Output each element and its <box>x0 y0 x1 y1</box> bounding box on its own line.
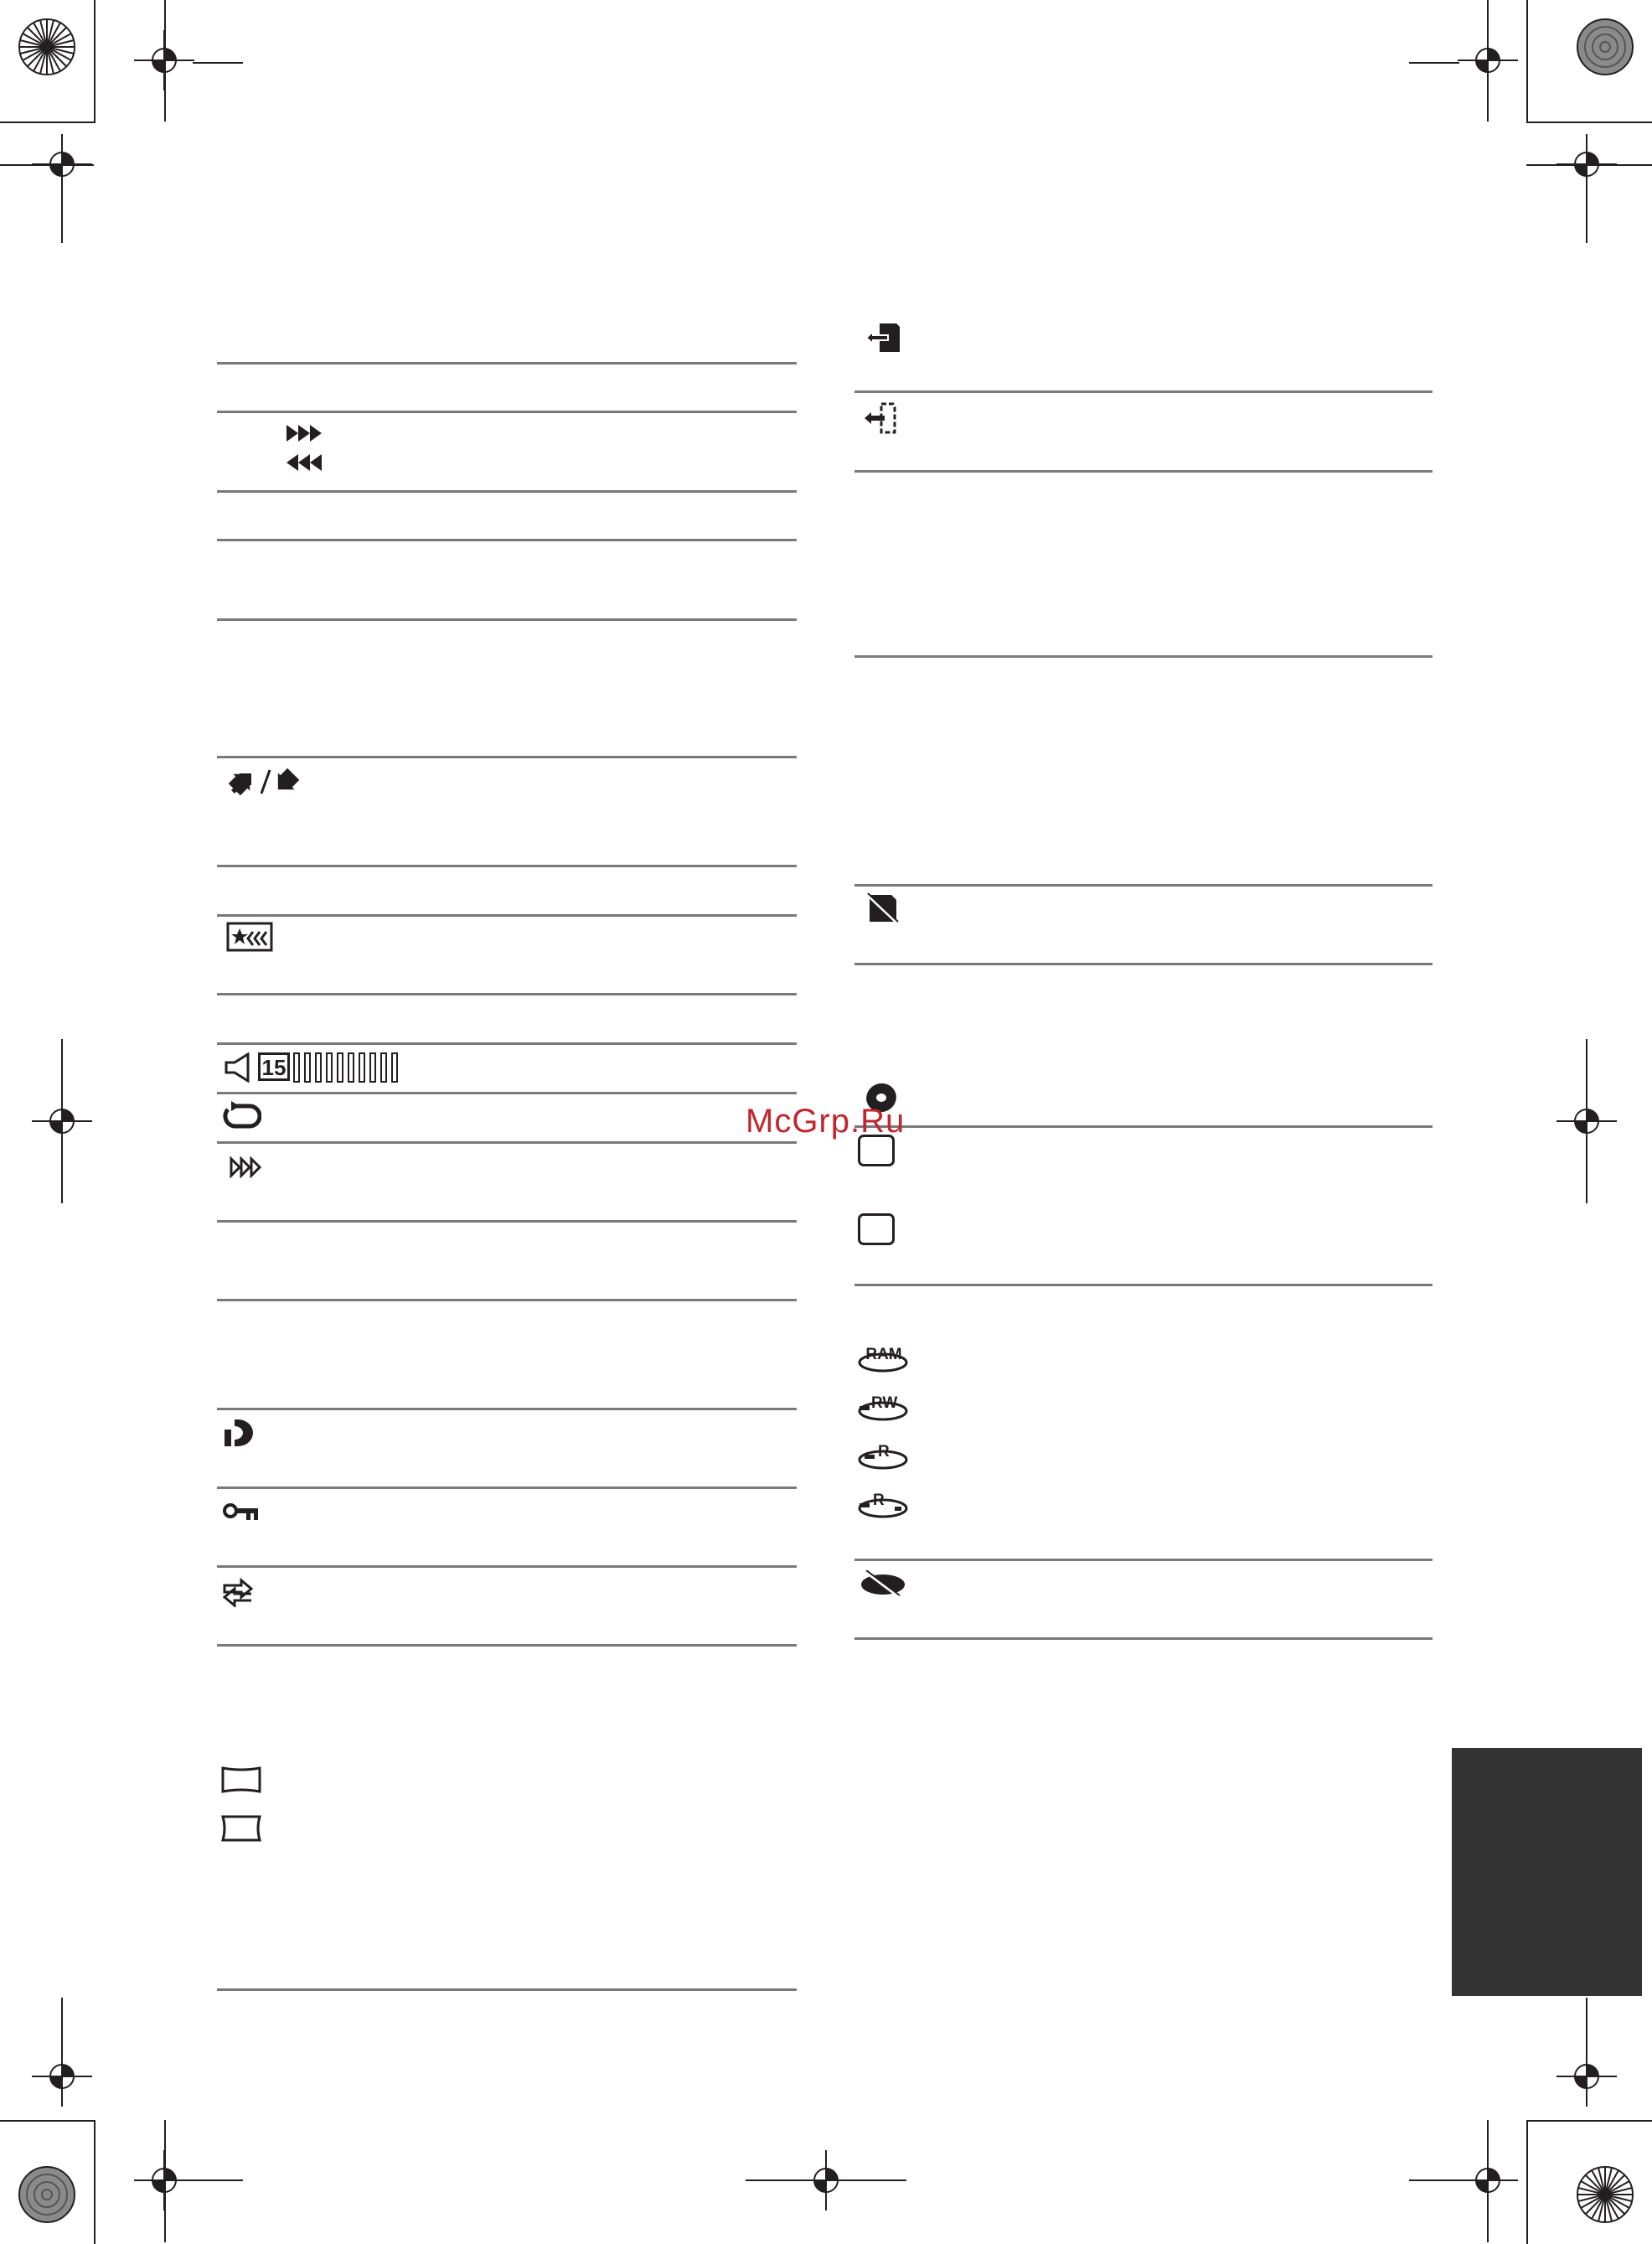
crop-line <box>1586 1151 1587 1203</box>
crosshair-mark <box>32 1091 92 1151</box>
fast-forward-icon <box>285 423 327 443</box>
table-rule <box>217 1141 797 1144</box>
volume-bar <box>348 1052 354 1083</box>
table-rule <box>217 1644 797 1647</box>
crop-line <box>1409 2179 1459 2181</box>
volume-bar <box>391 1052 398 1083</box>
card-insert-icon <box>863 322 901 354</box>
crop-line <box>61 1151 63 1203</box>
table-rule <box>854 470 1433 473</box>
table-rule <box>217 914 797 917</box>
volume-indicator <box>225 1051 409 1084</box>
crop-line <box>1526 164 1652 166</box>
rewind-icon <box>285 452 327 473</box>
table-rule <box>854 390 1433 393</box>
volume-level-box <box>258 1052 290 1081</box>
crop-line <box>193 2179 243 2181</box>
no-card-icon <box>866 892 900 925</box>
repeat-icon <box>223 1101 261 1131</box>
table-rule <box>217 1042 797 1045</box>
crop-line <box>1586 1998 1587 2046</box>
table-rule <box>854 1637 1433 1640</box>
volume-bar <box>293 1052 300 1083</box>
table-rule <box>217 362 797 365</box>
table-rule <box>217 1487 797 1489</box>
disc-rw-label: RW <box>871 1394 898 1412</box>
volume-bar <box>380 1052 387 1083</box>
crop-line <box>1586 1039 1587 1091</box>
volume-bar <box>304 1052 311 1083</box>
gray-target-bottom-left <box>17 2164 77 2225</box>
star-target-bottom-right <box>1575 2164 1635 2225</box>
disc-rw-icon <box>858 1394 908 1421</box>
disc-ram-label: RAM <box>865 1346 902 1363</box>
star-target-top-left <box>17 17 77 77</box>
crosshair-mark <box>32 2046 92 2107</box>
crosshair-mark <box>796 2150 856 2210</box>
transfer-icon <box>223 1577 253 1607</box>
crosshair-mark <box>1556 2046 1617 2107</box>
table-rule <box>854 963 1433 965</box>
disc-rdl-icon <box>858 1492 908 1518</box>
crop-line <box>193 62 243 64</box>
section-tab <box>1452 1748 1642 1996</box>
crop-line <box>746 2179 796 2181</box>
table-rule <box>217 756 797 758</box>
volume-bar <box>315 1052 322 1083</box>
table-rule <box>217 993 797 995</box>
volume-bar <box>369 1052 376 1083</box>
crosshair-mark <box>1556 1091 1617 1151</box>
speaker-icon <box>225 1052 253 1083</box>
table-rule <box>854 1125 1433 1128</box>
table-rule <box>217 1408 797 1410</box>
watermark: McGrp.Ru <box>746 1103 906 1140</box>
table-rule <box>854 1559 1433 1561</box>
table-rule <box>854 1284 1433 1286</box>
crop-line <box>164 0 166 122</box>
star-rewind-icon <box>226 922 273 952</box>
key-icon <box>223 1502 260 1522</box>
crop-line <box>61 1039 63 1091</box>
crop-line <box>0 164 94 166</box>
table-rule <box>217 539 797 541</box>
volume-bar <box>359 1052 365 1083</box>
table-rule <box>217 865 797 867</box>
table-rule <box>217 1220 797 1223</box>
volume-bar <box>326 1052 333 1083</box>
crop-line <box>164 2120 166 2242</box>
table-rule <box>217 1565 797 1568</box>
table-rule <box>217 1092 797 1094</box>
blank-box-icon <box>858 1213 895 1245</box>
disc-r-label: R <box>878 1443 890 1461</box>
gray-target-top-right <box>1575 17 1635 77</box>
card-eject-icon <box>863 402 901 434</box>
blank-frame-icon <box>221 1766 261 1793</box>
crop-line <box>1409 62 1459 64</box>
crop-line <box>61 193 63 243</box>
table-rule <box>217 618 797 621</box>
no-disc-icon <box>858 1570 908 1599</box>
crop-line <box>61 1998 63 2046</box>
volume-bar <box>337 1052 343 1083</box>
table-rule <box>217 490 797 493</box>
blank-frame-icon <box>221 1815 261 1842</box>
table-rule <box>217 1988 797 1991</box>
table-rule <box>217 1299 797 1301</box>
zoom-in-out-icon <box>228 767 305 797</box>
disc-ram-icon <box>858 1346 908 1373</box>
slow-forward-icon <box>230 1156 263 1178</box>
table-rule <box>854 655 1433 658</box>
crop-line <box>1487 2120 1489 2242</box>
table-rule <box>854 884 1433 887</box>
disc-r-icon <box>858 1443 908 1470</box>
disc-rdl-label: R <box>873 1492 885 1509</box>
crop-line <box>856 2179 906 2181</box>
crop-line <box>1487 0 1489 122</box>
crop-line <box>1586 193 1587 243</box>
dolby-icon <box>223 1418 260 1448</box>
table-rule <box>217 411 797 413</box>
volume-level: 15 <box>261 1055 287 1080</box>
